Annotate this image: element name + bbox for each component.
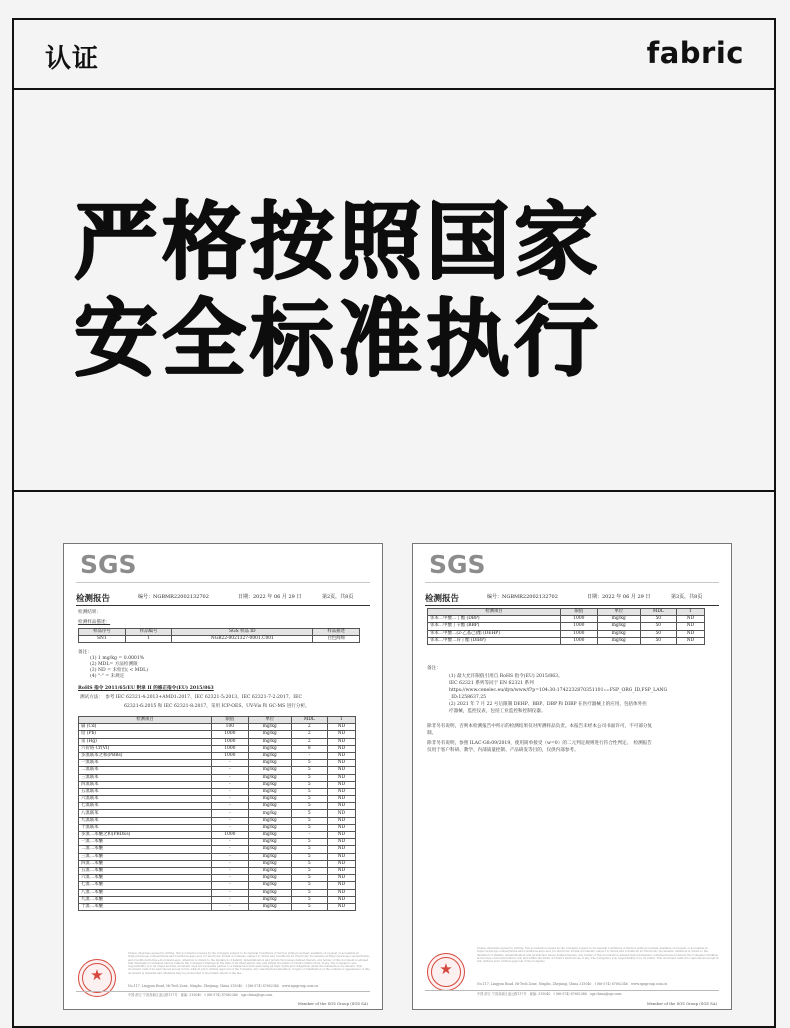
table-row <box>79 839 356 846</box>
sgs-logo: SGS <box>80 550 137 579</box>
table-cell: mg/kg <box>248 767 291 774</box>
table-cell: - <box>212 889 249 896</box>
report-title: 检测报告 <box>76 594 111 604</box>
table-cell: - <box>291 752 327 759</box>
sample-td: 白色海绵 <box>313 636 360 643</box>
disclaimer-line: 除非另有说明，否则本检测报告中所示的检测结果仅对所测样品负责。本报告未经本公司书面许可，不可部分复 <box>427 724 653 729</box>
table-cell: 5 <box>291 796 327 803</box>
table-cell: 5 <box>291 781 327 788</box>
table-cell: 50 <box>640 637 676 644</box>
table-cell: ND <box>327 867 355 874</box>
table-row <box>79 774 356 781</box>
table-cell: 5 <box>291 896 327 903</box>
note-line: 疗器械，监控仪表，包括工业监控和控制仪器。 <box>449 709 546 714</box>
table-cell: ND <box>327 760 355 767</box>
table-cell: 邻苯二甲酸二丁酯 (DBP) <box>428 616 561 623</box>
table-cell: ND <box>327 853 355 860</box>
footer-address-cn: 中国·浙江·宁波高新区凌云路117号 邮编: 315040 t (86-574) 87682346 sgs.china@sgs.com <box>477 992 622 996</box>
table-cell: 十溴联苯 <box>79 824 212 831</box>
table-row <box>79 803 356 810</box>
table-cell: 50 <box>640 630 676 637</box>
table-cell: 九溴二苯醚 <box>79 896 212 903</box>
table-cell: - <box>291 832 327 839</box>
table-cell: 四溴联苯 <box>79 781 212 788</box>
footer-address-cn: 中国·浙江·宁波高新区凌云路117号 邮编: 315040 t (86-574) 87682346 sgs.china@sgs.com <box>128 993 273 997</box>
table-cell: - <box>212 803 249 810</box>
table-cell: 2 <box>291 731 327 738</box>
hero-headline-line-2: 安全标准执行 <box>74 290 603 388</box>
table-cell: 镉 (Cd) <box>79 724 212 731</box>
seal-star-icon: ★ <box>439 960 453 978</box>
notes-label: 备注： <box>427 666 441 671</box>
footer-address: No.117, Lingyun Road, Hi-Tech Zone, Ningbo, Zhejiang, China 315040 t (86-574) 87682346 www.sgsgroup.com.cn <box>477 982 668 986</box>
table-cell: - <box>212 882 249 889</box>
table-row <box>79 752 356 759</box>
table-cell: ND <box>327 738 355 745</box>
table-cell: ND <box>327 810 355 817</box>
report-number: 编号：NGBMR22002132702 <box>487 594 558 600</box>
table-cell: 多溴联苯之和(PBBs) <box>79 752 212 759</box>
sample-td: SN1 <box>79 636 126 643</box>
table-cell: mg/kg <box>248 875 291 882</box>
sample-th: SGS 样品 ID <box>172 629 313 636</box>
table-row <box>79 846 356 853</box>
table-row <box>79 731 356 738</box>
note-line: https://www.cenelec.eu/dyn/www/f?p=104:30:1742232870351101::::FSP_ORG_ID,FSP_LANG <box>449 688 668 693</box>
table-row <box>79 867 356 874</box>
title-divider <box>76 605 370 606</box>
result-th: MDL <box>291 717 327 724</box>
table-cell: 三溴二苯醚 <box>79 853 212 860</box>
table-cell: 铅 (Pb) <box>79 731 212 738</box>
report-number: 编号：NGBMR22002132702 <box>138 594 209 600</box>
table-cell: 邻苯二甲酸二异丁酯 (DIBP) <box>428 637 561 644</box>
disclaimer-line: 制。 <box>427 731 437 736</box>
table-cell: 1000 <box>561 630 598 637</box>
table-cell: 5 <box>291 875 327 882</box>
table-cell: mg/kg <box>248 846 291 853</box>
table-row <box>428 616 705 623</box>
table-cell: 50 <box>640 616 676 623</box>
table-cell: mg/kg <box>248 760 291 767</box>
table-row <box>79 788 356 795</box>
title-divider <box>425 605 719 606</box>
table-cell: 四溴二苯醚 <box>79 860 212 867</box>
report-page: 第2页，共8页 <box>322 594 354 600</box>
table-cell: - <box>212 896 249 903</box>
table-cell: 2 <box>291 724 327 731</box>
sample-th: 样品描述 <box>313 629 360 636</box>
table-cell: mg/kg <box>248 817 291 824</box>
table-cell: - <box>212 853 249 860</box>
footer-divider <box>76 991 370 992</box>
terms-text: Unless otherwise agreed in writing, this document is issued by the Company subject to its General Conditions of Service printed overleaf, available on request or accessible at https://www.sgs.com/en/Terms-and-Conditions.aspx and, for electronic format documents, subject to Terms and Conditions for Electronic Documents. Attention is drawn to the limitation of liability, indemnification and jurisdiction issues defined therein. Any holder of this document is advised that information contained hereon reflects the Company's findings at the time of its intervention only and within the limits of Client's instructions, if any. The Company's sole responsibility is to its Client. This document cannot be reproduced except in full, without prior written approval of the Company. <box>477 947 719 964</box>
table-cell: 多溴二苯醚之和(PBDEs) <box>79 832 212 839</box>
table-cell: mg/kg <box>248 860 291 867</box>
table-cell: 汞 (Hg) <box>79 738 212 745</box>
sgs-certificate-page-3 <box>412 543 732 1010</box>
table-cell: 5 <box>291 760 327 767</box>
table-cell: ND <box>327 731 355 738</box>
table-cell: 1000 <box>561 623 598 630</box>
table-cell: mg/kg <box>248 832 291 839</box>
table-row <box>79 889 356 896</box>
seal-star-icon: ★ <box>90 966 104 984</box>
report-title: 检测报告 <box>425 594 460 604</box>
sample-th: 样品序号 <box>79 629 126 636</box>
decision-rule-line: 仅用于客户科研、教学、内部质量控制、产品研发等目的，仅供内部参考。 <box>427 748 579 753</box>
note-line: (2) 2021 年 7 月 22 号后限制 DEHP、BBP、DBP 和 DIBP 在医疗器械上的应用，包括体外医 <box>449 702 647 707</box>
table-cell: 五溴二苯醚 <box>79 867 212 874</box>
logo-divider <box>76 582 370 583</box>
phthalate-th: 单位 <box>597 609 640 616</box>
table-row <box>79 824 356 831</box>
table-cell: - <box>212 774 249 781</box>
table-row <box>79 810 356 817</box>
table-cell: mg/kg <box>248 882 291 889</box>
report-page: 第3页，共8页 <box>671 594 703 600</box>
table-row <box>79 882 356 889</box>
table-cell: ND <box>327 796 355 803</box>
table-row <box>428 637 705 644</box>
decision-rule-line: 除非另有说明，参照 ILAC-G8:09/2019，使用简单接受（w=0）的二元判定规则进行符合性判定。 检测报告 <box>427 741 652 746</box>
member-label: Member of the SGS Group (SGS SA) <box>297 1001 368 1006</box>
table-cell: mg/kg <box>248 745 291 752</box>
table-cell: - <box>212 824 249 831</box>
table-cell: 七溴二苯醚 <box>79 882 212 889</box>
phthalate-th: 1 <box>676 609 704 616</box>
table-row <box>79 853 356 860</box>
table-row <box>79 724 356 731</box>
method-line-1: 测试方法： 参考 IEC 62321-4:2013+AMD1:2017、IEC 62321-5:2013、IEC 62321-7-2:2017、IEC <box>80 695 302 700</box>
table-cell: mg/kg <box>597 623 640 630</box>
table-cell: 邻苯二甲酸丁苄酯 (BBP) <box>428 623 561 630</box>
sgs-certificate-page-2 <box>63 543 383 1010</box>
table-cell: - <box>212 817 249 824</box>
table-row <box>79 745 356 752</box>
logo-divider <box>425 582 719 583</box>
rohs-title: RoHS 指令 2011/65/EU 附录 II 的修正指令(EU) 2015/863 <box>78 686 214 691</box>
table-cell: ND <box>327 896 355 903</box>
table-cell: 5 <box>291 774 327 781</box>
table-cell: 七溴联苯 <box>79 803 212 810</box>
table-cell: 1000 <box>212 731 249 738</box>
table-cell: ND <box>676 630 704 637</box>
table-cell: 九溴联苯 <box>79 817 212 824</box>
note-line: (1) 最大允许限值引用自 RoHS 指令(EU) 2015/863。 <box>449 674 563 679</box>
table-row <box>79 796 356 803</box>
table-cell: 5 <box>291 767 327 774</box>
table-cell: ND <box>327 846 355 853</box>
footer-divider <box>425 990 719 991</box>
header-fabric-label: fabric <box>646 36 744 70</box>
table-row <box>79 875 356 882</box>
table-row <box>428 630 705 637</box>
sample-desc-label: 检测样品描述： <box>78 620 111 625</box>
table-cell: mg/kg <box>248 903 291 910</box>
table-cell: ND <box>676 637 704 644</box>
table-row <box>428 623 705 630</box>
table-cell: 八溴二苯醚 <box>79 889 212 896</box>
table-cell: mg/kg <box>248 796 291 803</box>
table-cell: mg/kg <box>248 896 291 903</box>
footer-address: No.117, Lingyun Road, Hi-Tech Zone, Ningbo, Zhejiang, China 315040 t (86-574) 87682346 www.sgsgroup.com.cn <box>128 984 319 988</box>
table-cell: mg/kg <box>597 616 640 623</box>
table-cell: 二溴联苯 <box>79 767 212 774</box>
table-row <box>79 896 356 903</box>
table-cell: 5 <box>291 889 327 896</box>
table-cell: 50 <box>640 623 676 630</box>
sample-table <box>78 628 360 643</box>
table-cell: ND <box>327 824 355 831</box>
table-row <box>79 860 356 867</box>
method-line-2: 62321-6:2015 和 IEC 62321-8:2017，采用 ICP-OES、UV-Vis 和 GC-MS 进行分析。 <box>124 704 310 709</box>
table-cell: mg/kg <box>248 724 291 731</box>
hero-section <box>14 90 774 492</box>
table-cell: ND <box>327 752 355 759</box>
table-cell: 1000 <box>561 637 598 644</box>
sample-td: 1 <box>125 636 172 643</box>
result-th: 1 <box>327 717 355 724</box>
table-cell: 十溴二苯醚 <box>79 903 212 910</box>
table-cell: mg/kg <box>248 810 291 817</box>
table-cell: mg/kg <box>248 839 291 846</box>
table-cell: ND <box>327 767 355 774</box>
table-cell: 六溴二苯醚 <box>79 875 212 882</box>
table-cell: 5 <box>291 903 327 910</box>
note-line: IEC 62321 系列等同于 EN 62321 系列 <box>449 681 534 686</box>
table-cell: - <box>212 839 249 846</box>
table-row <box>79 760 356 767</box>
table-cell: 三溴联苯 <box>79 774 212 781</box>
report-date: 日期：2022 年 06 月 29 日 <box>587 594 651 600</box>
table-cell: 100 <box>212 724 249 731</box>
sample-td: NGB22-0021327-0001.C001 <box>172 636 313 643</box>
table-cell: ND <box>327 781 355 788</box>
results-label: 检测结果： <box>78 610 101 615</box>
table-cell: 8 <box>291 745 327 752</box>
table-cell: mg/kg <box>248 889 291 896</box>
table-cell: 5 <box>291 788 327 795</box>
table-cell: - <box>212 810 249 817</box>
table-cell: - <box>212 875 249 882</box>
table-cell: mg/kg <box>597 630 640 637</box>
table-cell: 八溴联苯 <box>79 810 212 817</box>
table-row <box>79 781 356 788</box>
table-cell: 六溴联苯 <box>79 796 212 803</box>
phthalate-th: MDL <box>640 609 676 616</box>
member-label: Member of the SGS Group (SGS SA) <box>646 1001 717 1006</box>
table-cell: mg/kg <box>248 738 291 745</box>
table-cell: mg/kg <box>248 731 291 738</box>
phthalate-table <box>427 608 705 645</box>
note-line: (2) MDL= 方法检测限 <box>90 662 138 667</box>
table-cell: - <box>212 867 249 874</box>
table-cell: - <box>212 860 249 867</box>
table-cell: 5 <box>291 882 327 889</box>
table-cell: 1000 <box>212 745 249 752</box>
phthalate-th: 限值 <box>561 609 598 616</box>
table-cell: 5 <box>291 824 327 831</box>
table-cell: - <box>212 781 249 788</box>
table-cell: ND <box>327 839 355 846</box>
table-cell: 5 <box>291 867 327 874</box>
table-cell: - <box>212 846 249 853</box>
table-cell: mg/kg <box>248 774 291 781</box>
result-th: 限值 <box>212 717 249 724</box>
table-cell: mg/kg <box>248 752 291 759</box>
table-cell: 5 <box>291 810 327 817</box>
table-cell: 5 <box>291 860 327 867</box>
table-row <box>79 832 356 839</box>
table-cell: mg/kg <box>248 803 291 810</box>
table-cell: - <box>212 796 249 803</box>
header-bar <box>14 20 774 90</box>
table-cell: - <box>212 903 249 910</box>
table-cell: 1000 <box>212 738 249 745</box>
note-line: (3) ND = 未检出( < MDL) <box>90 668 149 673</box>
table-cell: 2 <box>291 738 327 745</box>
note-line: _ID:1258637,25 <box>449 695 487 700</box>
sample-th: 样品编号 <box>125 629 172 636</box>
table-cell: 一溴联苯 <box>79 760 212 767</box>
table-cell: ND <box>327 724 355 731</box>
table-cell: mg/kg <box>248 824 291 831</box>
table-cell: ND <box>327 788 355 795</box>
table-cell: ND <box>327 875 355 882</box>
table-cell: 5 <box>291 803 327 810</box>
table-cell: 邻苯二甲酸二(2-乙基己)酯 (DEHP) <box>428 630 561 637</box>
certification-seal <box>427 953 465 991</box>
table-cell: 5 <box>291 817 327 824</box>
table-cell: ND <box>327 774 355 781</box>
note-line: 备注： <box>78 650 92 655</box>
table-cell: ND <box>327 817 355 824</box>
table-row <box>79 903 356 910</box>
table-cell: ND <box>327 860 355 867</box>
table-cell: mg/kg <box>597 637 640 644</box>
table-cell: - <box>212 760 249 767</box>
table-cell: 5 <box>291 846 327 853</box>
sgs-logo: SGS <box>429 550 486 579</box>
table-row <box>79 817 356 824</box>
report-date: 日期：2022 年 06 月 29 日 <box>238 594 302 600</box>
table-cell: ND <box>327 889 355 896</box>
result-table <box>78 716 356 911</box>
table-cell: - <box>212 788 249 795</box>
table-cell: 六价铬 Cr(VI) <box>79 745 212 752</box>
table-cell: 1000 <box>561 616 598 623</box>
table-cell: 5 <box>291 853 327 860</box>
note-line: (4) "-" = 未规定 <box>90 674 125 679</box>
table-cell: mg/kg <box>248 867 291 874</box>
table-cell: 5 <box>291 839 327 846</box>
table-cell: ND <box>676 616 704 623</box>
table-cell: ND <box>327 882 355 889</box>
terms-text: Unless otherwise agreed in writing, this document is issued by the Company subject to its General Conditions of Service printed overleaf, available on request or accessible at https://www.sgs.com/en/Terms-and-Conditions.aspx and, for electronic format documents, subject to Terms and Conditions for Electronic Documents at https://www.sgs.com/en/Terms-and-Conditions/Terms-e-Document.aspx. Attention is drawn to the limitation of liability, indemnification and jurisdiction issues defined therein. Any holder of this document is advised that information contained hereon reflects the Company's findings at the time of its intervention only and within the limits of Client's instructions, if any. The Company's sole responsibility is to its Client and this document does not exonerate parties to a transaction from exercising all their rights and obligations under the transaction documents. This document cannot be reproduced except in full, without prior written approval of the Company. Any unauthorized alteration, forgery or falsification of the content or appearance of this document is unlawful and offenders may be prosecuted to the fullest extent of the law. <box>128 952 370 975</box>
table-cell: - <box>212 767 249 774</box>
table-cell: 1000 <box>212 832 249 839</box>
table-row <box>79 738 356 745</box>
table-row <box>79 767 356 774</box>
table-cell: mg/kg <box>248 788 291 795</box>
table-cell: mg/kg <box>248 853 291 860</box>
table-cell: ND <box>676 623 704 630</box>
result-th: 检测项目 <box>79 717 212 724</box>
table-cell: ND <box>327 745 355 752</box>
note-line: (1) 1 mg/kg = 0.0001% <box>90 656 145 661</box>
header-certification-label: 认证 <box>45 44 100 74</box>
hero-headline-line-1: 严格按照国家 <box>74 193 603 291</box>
table-cell: 五溴联苯 <box>79 788 212 795</box>
table-cell: ND <box>327 832 355 839</box>
table-cell: 1000 <box>212 752 249 759</box>
table-cell: 一溴二苯醚 <box>79 839 212 846</box>
table-cell: 二溴二苯醚 <box>79 846 212 853</box>
table-cell: ND <box>327 803 355 810</box>
phthalate-th: 检测项目 <box>428 609 561 616</box>
table-cell: ND <box>327 903 355 910</box>
table-cell: mg/kg <box>248 781 291 788</box>
result-th: 单位 <box>248 717 291 724</box>
